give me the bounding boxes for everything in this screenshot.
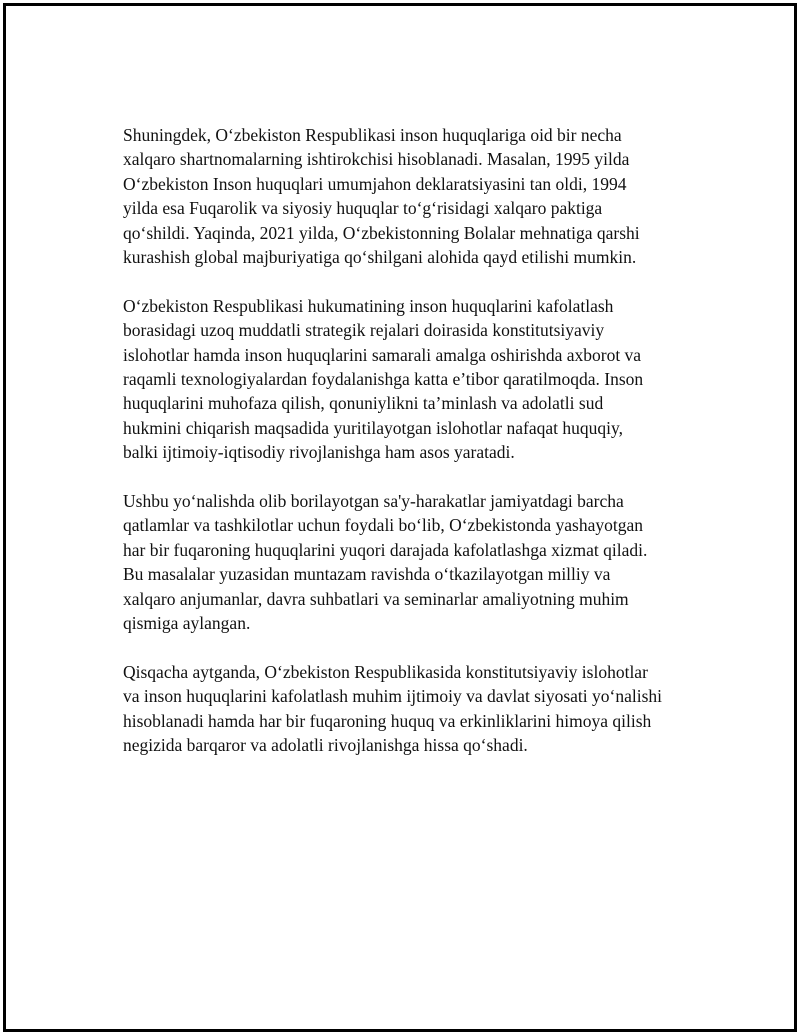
text-line: borasidagi uzoq muddatli strategik rejalari doirasida konstitutsiyaviy <box>123 320 605 341</box>
text-line: hisoblanadi hamda har bir fuqaroning huquq va erkinliklarini himoya qilish <box>123 710 652 731</box>
paragraph-1 <box>123 123 713 269</box>
text-line: hukmini chiqarish maqsadida yuritilayotgan islohotlar nafaqat huquqiy, <box>123 417 623 438</box>
text-line: qo‘shildi. Yaqinda, 2021 yilda, O‘zbekistonning Bolalar mehnatiga qarshi <box>123 222 640 243</box>
text-line: Ushbu yo‘nalishda olib borilayotgan sa'y-harakatlar jamiyatdagi barcha <box>123 491 624 512</box>
text-line: islohotlar hamda inson huquqlarini samarali amalga oshirishda axborot va <box>123 344 642 365</box>
paragraph-2 <box>123 294 713 465</box>
document-body <box>123 123 713 782</box>
text-line: raqamli texnologiyalardan foydalanishga katta e’tibor qaratilmoqda. Inson <box>123 369 644 390</box>
text-line: O‘zbekiston Inson huquqlari umumjahon deklaratsiyasini tan oldi, 1994 <box>123 173 627 194</box>
text-line: xalqaro shartnomalarning ishtirokchisi hisoblanadi. Masalan, 1995 yilda <box>123 149 630 170</box>
text-line: yilda esa Fuqarolik va siyosiy huquqlar to‘g‘risidagi xalqaro paktiga <box>123 198 603 219</box>
text-line: kurashish global majburiyatiga qo‘shilgani alohida qayd etilishi mumkin. <box>123 247 637 268</box>
text-line: O‘zbekiston Respublikasi hukumatining inson huquqlarini kafolatlash <box>123 295 614 316</box>
text-line: Shuningdek, O‘zbekiston Respublikasi inson huquqlariga oid bir necha <box>123 125 622 145</box>
text-line: har bir fuqaroning huquqlarini yuqori darajada kafolatlashga xizmat qiladi. <box>123 539 648 560</box>
text-line: huquqlarini muhofaza qilish, qonuniylikni ta’minlash va adolatli sud <box>123 393 604 414</box>
text-line: Qisqacha aytganda, O‘zbekiston Respublikasida konstitutsiyaviy islohotlar <box>123 661 648 682</box>
text-line: xalqaro anjumanlar, davra suhbatlari va seminarlar amaliyotning muhim <box>123 588 629 609</box>
paragraph-4 <box>123 660 713 758</box>
text-line: balki ijtimoiy-iqtisodiy rivojlanishga ham asos yaratadi. <box>123 442 515 463</box>
text-line: negizida barqaror va adolatli rivojlanishga hissa qo‘shadi. <box>123 735 528 756</box>
page-frame <box>3 3 797 1032</box>
text-line: qatlamlar va tashkilotlar uchun foydali bo‘lib, O‘zbekistonda yashayotgan <box>123 515 643 536</box>
paragraph-3 <box>123 489 713 635</box>
text-line: Bu masalalar yuzasidan muntazam ravishda o‘tkazilayotgan milliy va <box>123 564 611 585</box>
text-line: va inson huquqlarini kafolatlash muhim ijtimoiy va davlat siyosati yo‘nalishi <box>123 686 663 707</box>
text-line: qismiga aylangan. <box>123 613 251 634</box>
